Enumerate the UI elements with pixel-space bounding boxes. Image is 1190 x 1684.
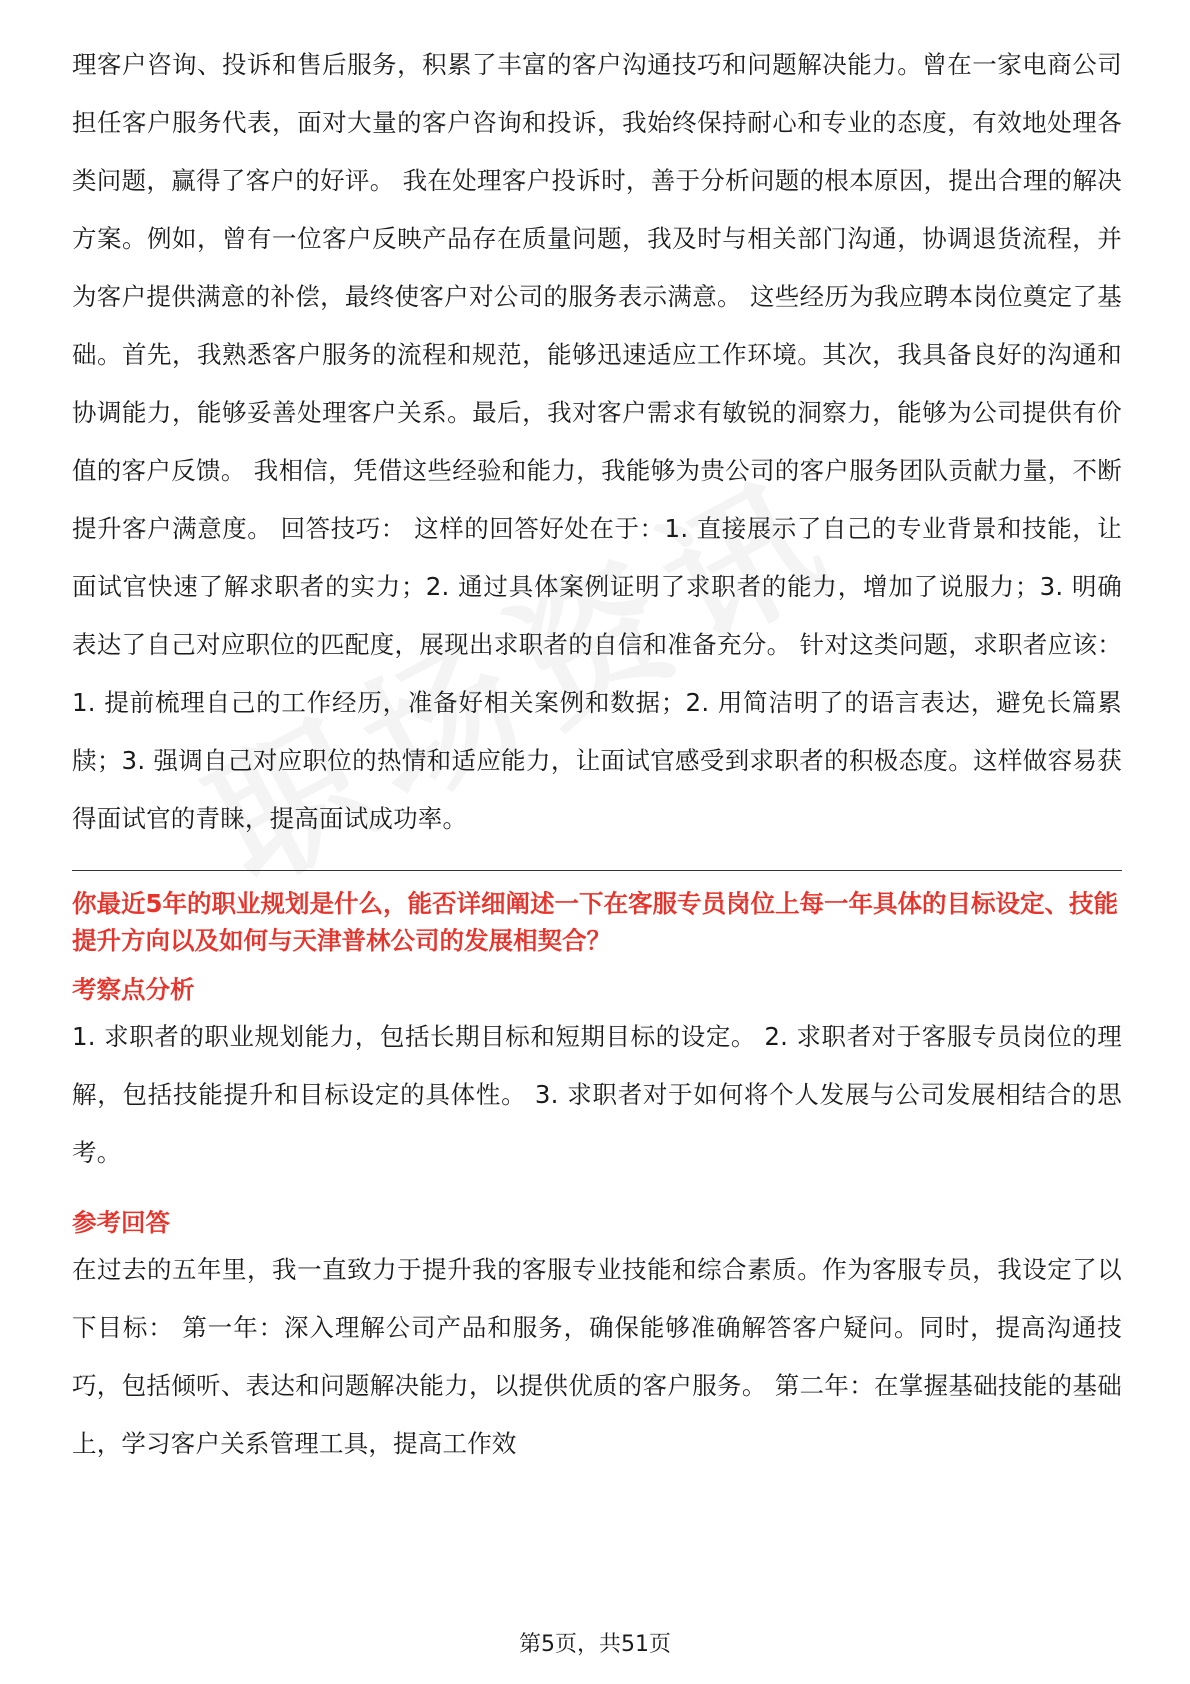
analysis-heading: 考察点分析 bbox=[72, 975, 195, 1004]
page-number: 第5页，共51页 bbox=[519, 1632, 671, 1657]
answer-heading: 参考回答 bbox=[72, 1208, 170, 1237]
section-divider bbox=[72, 870, 1122, 871]
document-body bbox=[72, 36, 1122, 1473]
spacer bbox=[72, 1182, 1122, 1192]
answer-paragraph: 在过去的五年里，我一直致力于提升我的客服专业技能和综合素质。作为客服专员，我设定了以下目标： 第一年：深入理解公司产品和服务，确保能够准确解答客户疑问。同时，提高沟通技巧，包括倾听、表达和问题解决能力，以提供优质的客户服务。 第二年：在掌握基础技能的基础上，学习客户关系管理工具，提高工作效 bbox=[72, 1255, 1122, 1458]
interview-question: 你最近5年的职业规划是什么，能否详细阐述一下在客服专员岗位上每一年具体的目标设定、技能提升方向以及如何与天津普林公司的发展相契合？ bbox=[72, 889, 1119, 955]
analysis-paragraph: 1. 求职者的职业规划能力，包括长期目标和短期目标的设定。 2. 求职者对于客服专员岗位的理解，包括技能提升和目标设定的具体性。 3. 求职者对于如何将个人发展与公司发展相结合的思考。 bbox=[72, 1022, 1122, 1167]
continuation-paragraph: 理客户咨询、投诉和售后服务，积累了丰富的客户沟通技巧和问题解决能力。曾在一家电商公司担任客户服务代表，面对大量的客户咨询和投诉，我始终保持耐心和专业的态度，有效地处理各类问题，赢得了客户的好评。 我在处理客户投诉时，善于分析问题的根本原因，提出合理的解决方案。例如，曾有一位客户反映产品存在质量问题，我及时与相关部门沟通，协调退货流程，并为客户提供满意的补偿，最终使客户对公司的服务表示满意。 这些经历为我应聘本岗位奠定了基础。首先，我熟悉客户服务的流程和规范，能够迅速适应工作环境。其次，我具备良好的沟通和协调能力，能够妥善处理客户关系。最后，我对客户需求有敏锐的洞察力，能够为公司提供有价值的客户反馈。 我相信，凭借这些经验和能力，我能够为贵公司的客户服务团队贡献力量，不断提升客户满意度。 回答技巧： 这样的回答好处在于：1. 直接展示了自己的专业背景和技能，让面试官快速了解求职者的实力；2. 通过具体案例证明了求职者的能力，增加了说服力；3. 明确表达了自己对应职位的匹配度，展现出求职者的自信和准备充分。 针对这类问题，求职者应该：1. 提前梳理自己的工作经历，准备好相关案例和数据；2. 用简洁明了的语言表达，避免长篇累牍；3. 强调自己对应职位的热情和适应能力，让面试官感受到求职者的积极态度。这样做容易获得面试官的青睐，提高面试成功率。 bbox=[72, 50, 1122, 833]
